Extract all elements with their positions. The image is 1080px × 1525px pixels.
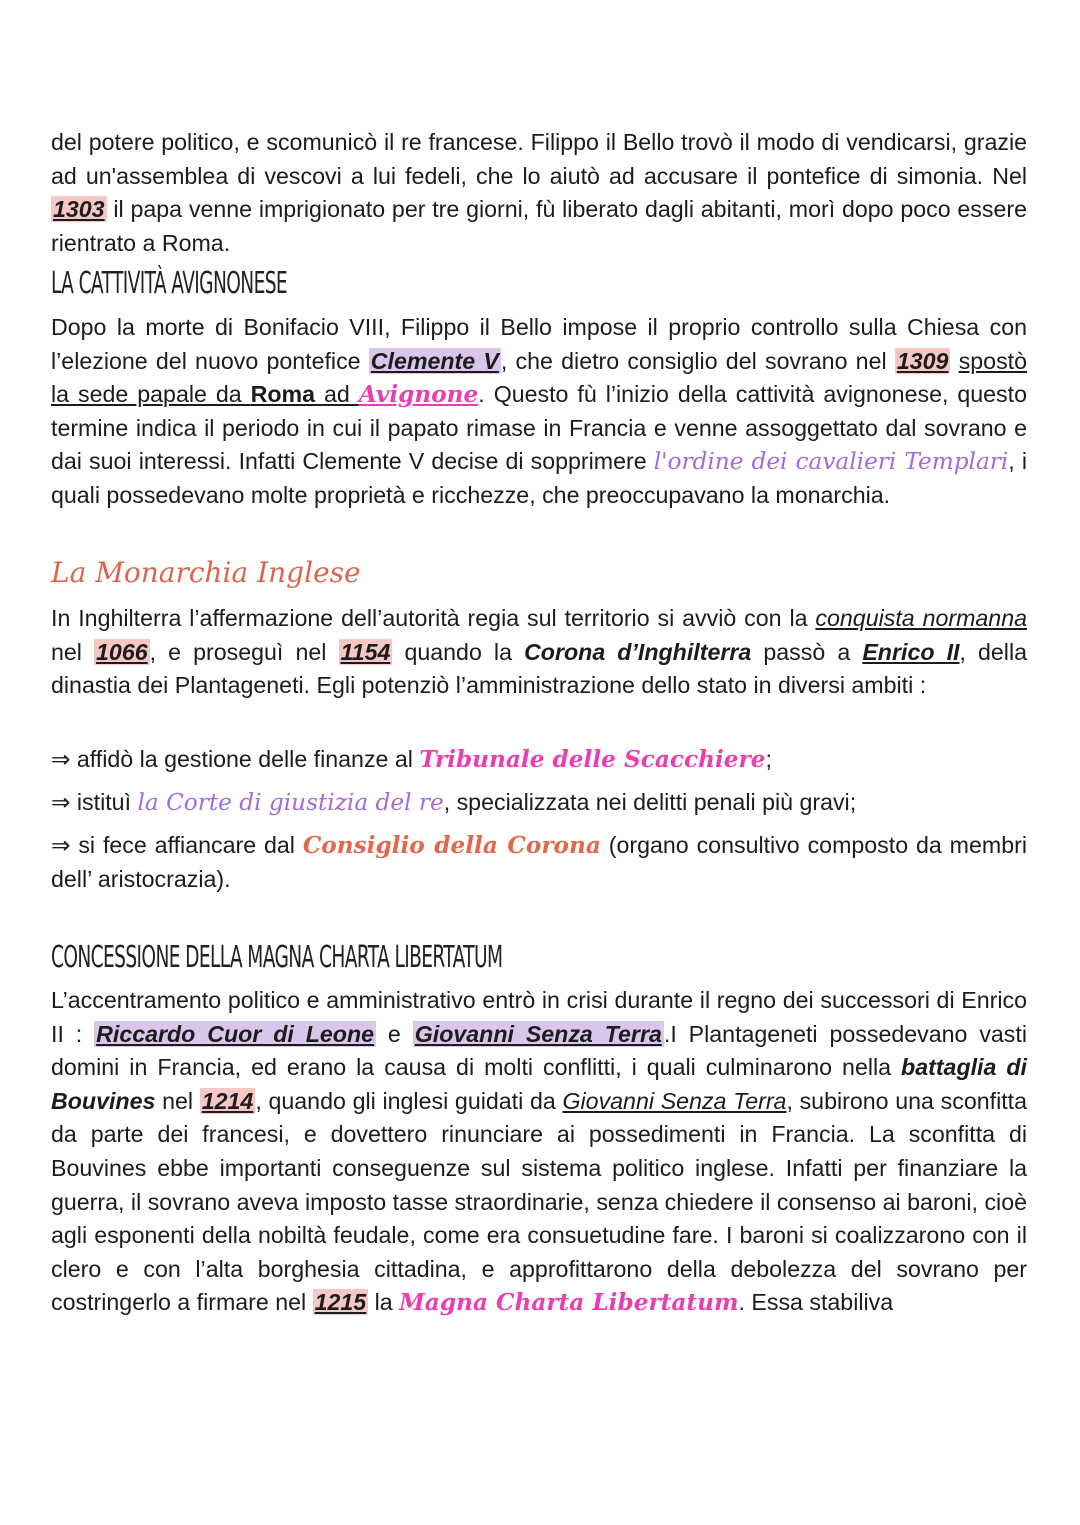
keyword-consiglio-corona: Consiglio della Corona [302, 832, 601, 859]
paragraph-magna-charta: L’accentramento politico e amministrativo entrò in crisi durante il regno dei successori di Enrico II : Riccardo Cuor di Leone e Giovanni Senza Terra.I Plantageneti possedevano vasti domini in Francia, ed erano la causa di molti conflitti, i quali culminarono nella battaglia di Bouvines nel 1214, quando gli inglesi guidati da Giovanni Senza Terra, subirono una sconfitta da parte dei francesi, e dovettero rinunciare ai possedimenti in Francia. La sconfitta di Bouvines ebbe importanti conseguenze sul sistema politico inglese. Infatti per finanziare la guerra, il sovrano aveva imposto tasse straordinarie, senza chiedere il consenso ai baroni, cioè agli esponenti della nobiltà feudale, come era consuetudine fare. I baroni si coalizzarono con il clero e con l’alta borghesia cittadina, e approfittarono della debolezza del sovrano per costringerlo a firmare nel 1215 la Magna Charta Libertatum. Essa stabiliva [51, 987, 1027, 1317]
paragraph-cattivita: Dopo la morte di Bonifacio VIII, Filippo il Bello impose il proprio controllo sulla Chiesa con l’elezione del nuovo pontefice Clemente V, che dietro consiglio del sovrano nel 1309 spostò la sede papale da Roma ad Avignone. Questo fù l’inizio della cattività avignonese, questo termine indica il periodo in cui il papato rimase in Francia e venne assoggettato dal sovrano e dai suoi interessi. Infatti Clemente V decise di sopprimere l'ordine dei cavalieri Templari, i quali possedevano molte proprietà e ricchezze, che preoccupavano la monarchia. [51, 314, 1028, 508]
date-highlight: 1066 [96, 638, 148, 665]
heading-cattivita-avignonese: LA CATTIVITÀ AVIGNONESE [51, 266, 288, 301]
heading-monarchia-inglese: La Monarchia Inglese [51, 556, 361, 589]
date-highlight: 1154 [340, 638, 391, 665]
arrow-icon: ⇒ [51, 746, 71, 773]
date-highlight: 1214 [201, 1087, 254, 1114]
keyword-corte-giustizia: la Corte di giustizia del re [137, 789, 444, 816]
arrow-icon: ⇒ [51, 789, 71, 816]
name-highlight: Giovanni Senza Terra [414, 1020, 662, 1047]
name-highlight: Clemente V [370, 347, 499, 374]
bullet-item: ⇒ istituì la Corte di giustizia del re, specializzata nei delitti penali più gravi; [51, 789, 857, 816]
bullet-item: ⇒ si fece affiancare dal Consiglio della Corona (organo consultivo composto da membri dell’ aristocrazia). [51, 832, 1027, 892]
keyword-magna-charta: Magna Charta Libertatum [399, 1289, 739, 1317]
keyword-templari: l'ordine dei cavalieri Templari [653, 448, 1009, 476]
paragraph-monarchia: In Inghilterra l’affermazione dell’autorità regia sul territorio si avviò con la conquista normanna nel 1066, e proseguì nel 1154 quando la Corona d’Inghilterra passò a Enrico II, della dinastia dei Plantageneti. Egli potenziò l’amministrazione dello stato in diversi ambiti : [51, 605, 1028, 699]
date-highlight: 1309 [896, 347, 949, 374]
arrow-icon: ⇒ [51, 832, 71, 859]
date-highlight: 1215 [314, 1289, 367, 1316]
date-highlight: 1303 [53, 196, 105, 223]
heading-magna-charta: CONCESSIONE DELLA MAGNA CHARTA LIBERTATUM [51, 940, 503, 975]
paragraph-bonifacio-end: del potere politico, e scomunicò il re francese. Filippo il Bello trovò il modo di vendicarsi, grazie ad un'assemblea di vescovi a lui fedeli, che lo aiutò ad accusare il pontefice di simonia. Nel 1303 il papa venne imprigionato per tre giorni, fù liberato dagli abitanti, morì dopo poco essere rientrato a Roma. [51, 129, 1027, 256]
keyword-scacchiere: Tribunale delle Scacchiere [419, 746, 766, 773]
bullet-item: ⇒ affidò la gestione delle finanze al Tribunale delle Scacchiere; [51, 746, 772, 773]
name-highlight: Riccardo Cuor di Leone [96, 1020, 375, 1047]
keyword-avignone: Avignone [358, 381, 479, 409]
